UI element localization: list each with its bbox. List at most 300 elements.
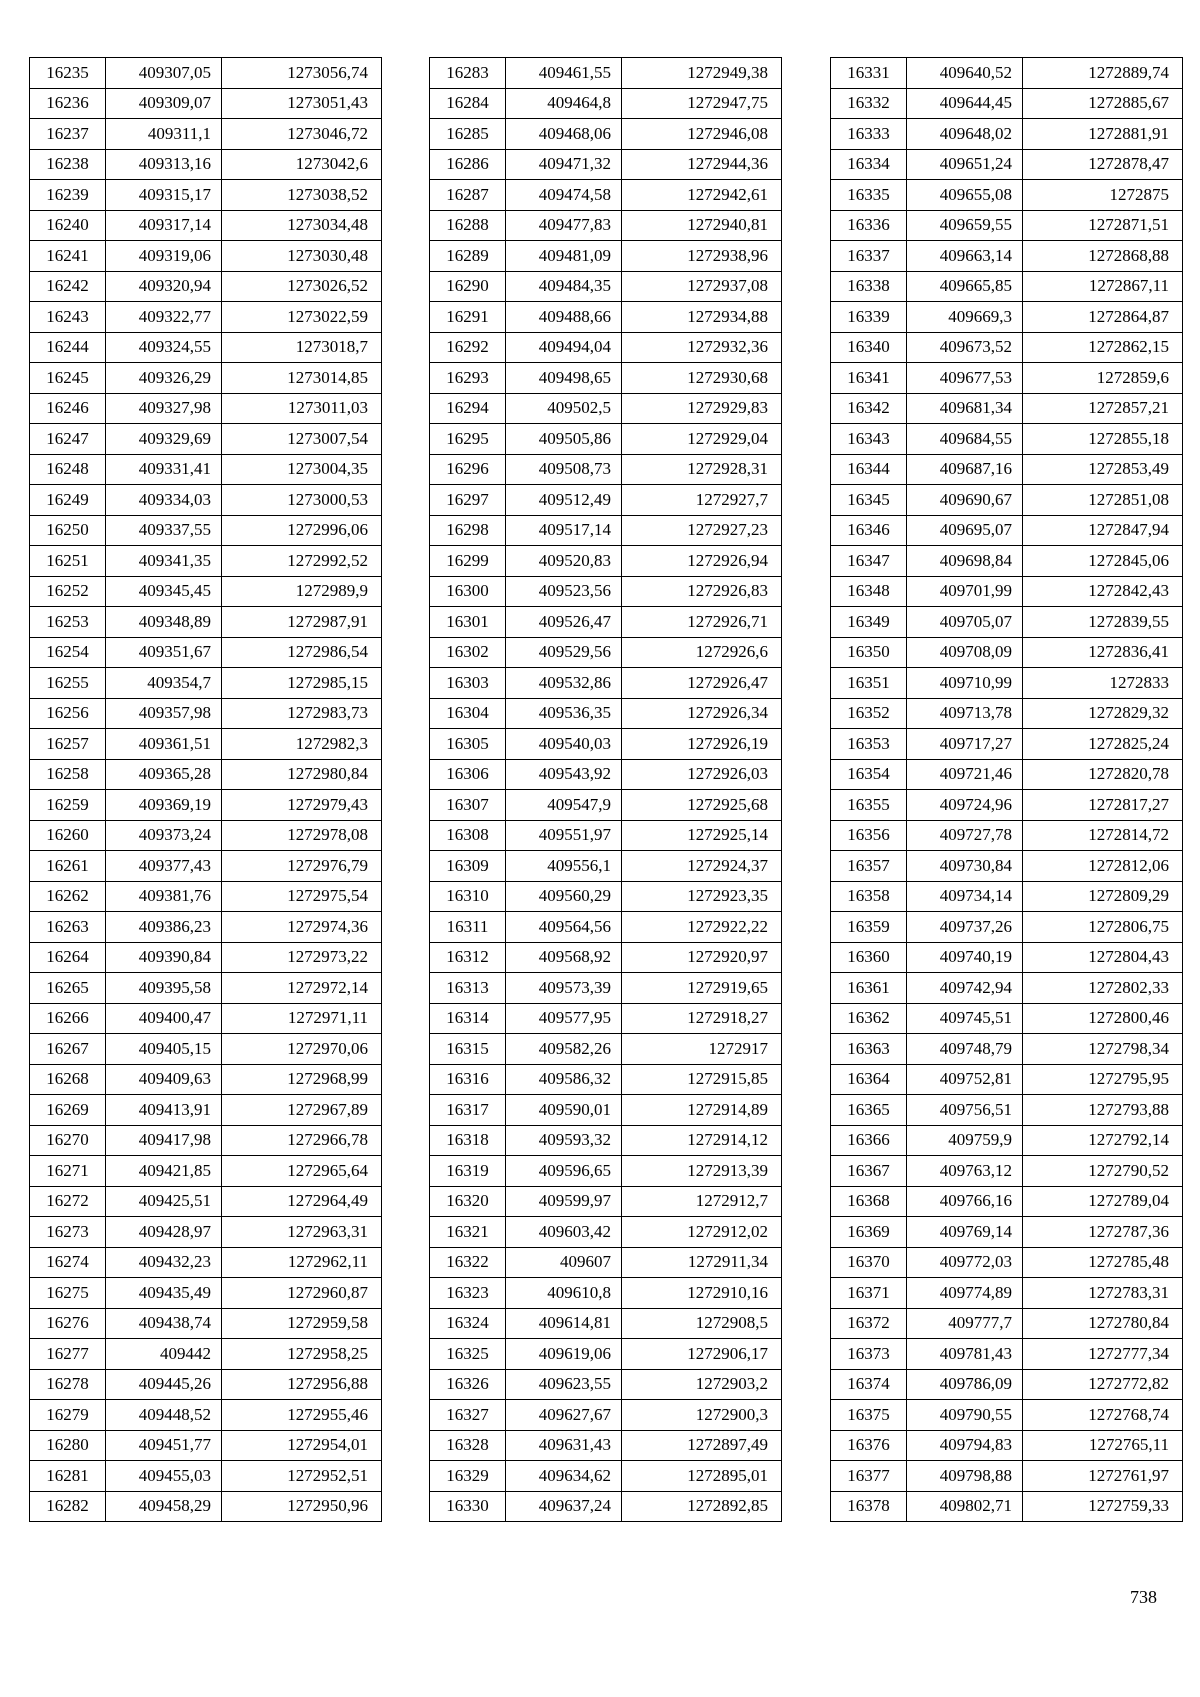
y-coordinate-cell: 1272790,52 [1023,1156,1183,1187]
table-row [430,546,782,577]
point-number-cell: 16253 [30,607,106,638]
point-number-cell: 16263 [30,912,106,943]
x-coordinate-cell: 409334,03 [106,485,222,516]
x-coordinate-cell: 409748,79 [907,1034,1023,1065]
y-coordinate-cell: 1272958,25 [222,1339,382,1370]
table-row [30,454,382,485]
y-coordinate-cell: 1272922,22 [622,912,782,943]
y-coordinate-cell: 1272929,83 [622,393,782,424]
y-coordinate-cell: 1272915,85 [622,1064,782,1095]
x-coordinate-cell: 409377,43 [106,851,222,882]
y-coordinate-cell: 1272862,15 [1023,332,1183,363]
y-coordinate-cell: 1272926,19 [622,729,782,760]
y-coordinate-cell: 1272913,39 [622,1156,782,1187]
y-coordinate-cell: 1272942,61 [622,180,782,211]
y-coordinate-cell: 1272765,11 [1023,1430,1183,1461]
point-number-cell: 16377 [831,1461,907,1492]
y-coordinate-cell: 1272926,94 [622,546,782,577]
x-coordinate-cell: 409309,07 [106,88,222,119]
table-row [831,149,1183,180]
y-coordinate-cell: 1272926,71 [622,607,782,638]
x-coordinate-cell: 409448,52 [106,1400,222,1431]
x-coordinate-cell: 409695,07 [907,515,1023,546]
table-row [831,668,1183,699]
point-number-cell: 16245 [30,363,106,394]
y-coordinate-cell: 1272820,78 [1023,759,1183,790]
table-row [831,302,1183,333]
y-coordinate-cell: 1272885,67 [1023,88,1183,119]
point-number-cell: 16345 [831,485,907,516]
x-coordinate-cell: 409547,9 [506,790,622,821]
point-number-cell: 16252 [30,576,106,607]
table-row [30,1369,382,1400]
point-number-cell: 16343 [831,424,907,455]
point-number-cell: 16302 [430,637,506,668]
x-coordinate-cell: 409610,8 [506,1278,622,1309]
y-coordinate-cell: 1272978,08 [222,820,382,851]
table-row [430,393,782,424]
point-number-cell: 16270 [30,1125,106,1156]
y-coordinate-cell: 1272812,06 [1023,851,1183,882]
point-number-cell: 16240 [30,210,106,241]
y-coordinate-cell: 1273004,35 [222,454,382,485]
x-coordinate-cell: 409373,24 [106,820,222,851]
x-coordinate-cell: 409631,43 [506,1430,622,1461]
table-row [30,363,382,394]
table-row [831,1247,1183,1278]
y-coordinate-cell: 1272845,06 [1023,546,1183,577]
point-number-cell: 16258 [30,759,106,790]
point-number-cell: 16282 [30,1491,106,1522]
x-coordinate-cell: 409322,77 [106,302,222,333]
x-coordinate-cell: 409484,35 [506,271,622,302]
table-row [831,759,1183,790]
table-row [831,119,1183,150]
table-row [430,180,782,211]
y-coordinate-cell: 1272973,22 [222,942,382,973]
x-coordinate-cell: 409721,46 [907,759,1023,790]
y-coordinate-cell: 1272970,06 [222,1034,382,1065]
table-row [30,1156,382,1187]
x-coordinate-cell: 409593,32 [506,1125,622,1156]
point-number-cell: 16362 [831,1003,907,1034]
table-row [831,912,1183,943]
table-row [30,759,382,790]
y-coordinate-cell: 1272836,41 [1023,637,1183,668]
x-coordinate-cell: 409663,14 [907,241,1023,272]
table-row [831,1095,1183,1126]
table-row [831,820,1183,851]
x-coordinate-cell: 409417,98 [106,1125,222,1156]
table-row [831,1186,1183,1217]
y-coordinate-cell: 1272927,7 [622,485,782,516]
point-number-cell: 16287 [430,180,506,211]
point-number-cell: 16309 [430,851,506,882]
y-coordinate-cell: 1272800,46 [1023,1003,1183,1034]
y-coordinate-cell: 1272934,88 [622,302,782,333]
point-number-cell: 16237 [30,119,106,150]
x-coordinate-cell: 409421,85 [106,1156,222,1187]
table-row [30,424,382,455]
point-number-cell: 16361 [831,973,907,1004]
y-coordinate-cell: 1272986,54 [222,637,382,668]
table-row [30,1217,382,1248]
x-coordinate-cell: 409582,26 [506,1034,622,1065]
x-coordinate-cell: 409526,47 [506,607,622,638]
point-number-cell: 16371 [831,1278,907,1309]
table-row [430,759,782,790]
y-coordinate-cell: 1273038,52 [222,180,382,211]
y-coordinate-cell: 1272940,81 [622,210,782,241]
x-coordinate-cell: 409684,55 [907,424,1023,455]
y-coordinate-cell: 1272881,91 [1023,119,1183,150]
table-row [30,241,382,272]
x-coordinate-cell: 409319,06 [106,241,222,272]
table-row [831,1461,1183,1492]
x-coordinate-cell: 409361,51 [106,729,222,760]
y-coordinate-cell: 1272839,55 [1023,607,1183,638]
y-coordinate-cell: 1272857,21 [1023,393,1183,424]
table-row [831,637,1183,668]
x-coordinate-cell: 409577,95 [506,1003,622,1034]
table-row [831,1369,1183,1400]
y-coordinate-cell: 1272924,37 [622,851,782,882]
x-coordinate-cell: 409659,55 [907,210,1023,241]
y-coordinate-cell: 1272929,04 [622,424,782,455]
point-number-cell: 16374 [831,1369,907,1400]
point-number-cell: 16351 [831,668,907,699]
point-number-cell: 16327 [430,1400,506,1431]
y-coordinate-cell: 1272928,31 [622,454,782,485]
y-coordinate-cell: 1272802,33 [1023,973,1183,1004]
y-coordinate-cell: 1272795,95 [1023,1064,1183,1095]
table-row [30,58,382,89]
x-coordinate-cell: 409351,67 [106,637,222,668]
table-row [831,729,1183,760]
x-coordinate-cell: 409734,14 [907,881,1023,912]
y-coordinate-cell: 1272806,75 [1023,912,1183,943]
x-coordinate-cell: 409468,06 [506,119,622,150]
point-number-cell: 16329 [430,1461,506,1492]
table-row [430,332,782,363]
x-coordinate-cell: 409599,97 [506,1186,622,1217]
table-row [30,637,382,668]
point-number-cell: 16247 [30,424,106,455]
point-number-cell: 16271 [30,1156,106,1187]
table-row [430,820,782,851]
x-coordinate-cell: 409614,81 [506,1308,622,1339]
table-row [831,790,1183,821]
point-number-cell: 16376 [831,1430,907,1461]
y-coordinate-cell: 1272927,23 [622,515,782,546]
y-coordinate-cell: 1272814,72 [1023,820,1183,851]
point-number-cell: 16264 [30,942,106,973]
table-row [831,576,1183,607]
x-coordinate-cell: 409520,83 [506,546,622,577]
x-coordinate-cell: 409517,14 [506,515,622,546]
x-coordinate-cell: 409395,58 [106,973,222,1004]
table-row [30,1461,382,1492]
point-number-cell: 16363 [831,1034,907,1065]
y-coordinate-cell: 1272982,3 [222,729,382,760]
table-row [430,241,782,272]
y-coordinate-cell: 1272926,6 [622,637,782,668]
x-coordinate-cell: 409698,84 [907,546,1023,577]
table-row [430,454,782,485]
point-number-cell: 16354 [831,759,907,790]
x-coordinate-cell: 409607 [506,1247,622,1278]
point-number-cell: 16335 [831,180,907,211]
y-coordinate-cell: 1272964,49 [222,1186,382,1217]
table-row [30,88,382,119]
y-coordinate-cell: 1272926,34 [622,698,782,729]
table-row [30,332,382,363]
y-coordinate-cell: 1272847,94 [1023,515,1183,546]
point-number-cell: 16370 [831,1247,907,1278]
x-coordinate-cell: 409386,23 [106,912,222,943]
table-row [30,1339,382,1370]
table-row [430,58,782,89]
point-number-cell: 16325 [430,1339,506,1370]
point-number-cell: 16330 [430,1491,506,1522]
point-number-cell: 16242 [30,271,106,302]
x-coordinate-cell: 409523,56 [506,576,622,607]
y-coordinate-cell: 1272793,88 [1023,1095,1183,1126]
y-coordinate-cell: 1272937,08 [622,271,782,302]
x-coordinate-cell: 409634,62 [506,1461,622,1492]
y-coordinate-cell: 1272918,27 [622,1003,782,1034]
point-number-cell: 16262 [30,881,106,912]
y-coordinate-cell: 1272926,83 [622,576,782,607]
x-coordinate-cell: 409543,92 [506,759,622,790]
table-row [430,729,782,760]
y-coordinate-cell: 1272952,51 [222,1461,382,1492]
table-row [430,973,782,1004]
x-coordinate-cell: 409769,14 [907,1217,1023,1248]
point-number-cell: 16307 [430,790,506,821]
x-coordinate-cell: 409357,98 [106,698,222,729]
table-row [831,942,1183,973]
y-coordinate-cell: 1272963,31 [222,1217,382,1248]
table-row [430,1308,782,1339]
point-number-cell: 16296 [430,454,506,485]
x-coordinate-cell: 409428,97 [106,1217,222,1248]
table-row [430,1125,782,1156]
y-coordinate-cell: 1273034,48 [222,210,382,241]
point-number-cell: 16290 [430,271,506,302]
point-number-cell: 16310 [430,881,506,912]
y-coordinate-cell: 1272968,99 [222,1064,382,1095]
table-row [30,1003,382,1034]
point-number-cell: 16332 [831,88,907,119]
y-coordinate-cell: 1272875 [1023,180,1183,211]
x-coordinate-cell: 409381,76 [106,881,222,912]
point-number-cell: 16284 [430,88,506,119]
y-coordinate-cell: 1272975,54 [222,881,382,912]
point-number-cell: 16369 [831,1217,907,1248]
x-coordinate-cell: 409790,55 [907,1400,1023,1431]
x-coordinate-cell: 409438,74 [106,1308,222,1339]
x-coordinate-cell: 409665,85 [907,271,1023,302]
x-coordinate-cell: 409586,32 [506,1064,622,1095]
y-coordinate-cell: 1272859,6 [1023,363,1183,394]
y-coordinate-cell: 1273056,74 [222,58,382,89]
point-number-cell: 16236 [30,88,106,119]
y-coordinate-cell: 1272923,35 [622,881,782,912]
y-coordinate-cell: 1273014,85 [222,363,382,394]
y-coordinate-cell: 1272829,32 [1023,698,1183,729]
x-coordinate-cell: 409348,89 [106,607,222,638]
point-number-cell: 16331 [831,58,907,89]
table-row [831,1339,1183,1370]
x-coordinate-cell: 409786,09 [907,1369,1023,1400]
table-row [831,58,1183,89]
x-coordinate-cell: 409724,96 [907,790,1023,821]
point-number-cell: 16373 [831,1339,907,1370]
x-coordinate-cell: 409637,24 [506,1491,622,1522]
point-number-cell: 16308 [430,820,506,851]
table-row [430,942,782,973]
point-number-cell: 16318 [430,1125,506,1156]
x-coordinate-cell: 409564,56 [506,912,622,943]
table-row [831,88,1183,119]
x-coordinate-cell: 409717,27 [907,729,1023,760]
table-row [30,1095,382,1126]
table-row [831,851,1183,882]
x-coordinate-cell: 409324,55 [106,332,222,363]
table-row [30,1308,382,1339]
x-coordinate-cell: 409451,77 [106,1430,222,1461]
point-number-cell: 16238 [30,149,106,180]
y-coordinate-cell: 1272889,74 [1023,58,1183,89]
y-coordinate-cell: 1272967,89 [222,1095,382,1126]
point-number-cell: 16248 [30,454,106,485]
coordinate-table-3 [830,57,1183,1522]
y-coordinate-cell: 1272761,97 [1023,1461,1183,1492]
y-coordinate-cell: 1272965,64 [222,1156,382,1187]
y-coordinate-cell: 1272914,12 [622,1125,782,1156]
y-coordinate-cell: 1273011,03 [222,393,382,424]
point-number-cell: 16266 [30,1003,106,1034]
x-coordinate-cell: 409435,49 [106,1278,222,1309]
point-number-cell: 16269 [30,1095,106,1126]
y-coordinate-cell: 1273007,54 [222,424,382,455]
table-row [30,942,382,973]
y-coordinate-cell: 1272817,27 [1023,790,1183,821]
table-row [430,1003,782,1034]
y-coordinate-cell: 1272962,11 [222,1247,382,1278]
table-row [831,546,1183,577]
x-coordinate-cell: 409464,8 [506,88,622,119]
y-coordinate-cell: 1272892,85 [622,1491,782,1522]
point-number-cell: 16317 [430,1095,506,1126]
y-coordinate-cell: 1272910,16 [622,1278,782,1309]
point-number-cell: 16346 [831,515,907,546]
y-coordinate-cell: 1272912,7 [622,1186,782,1217]
y-coordinate-cell: 1272932,36 [622,332,782,363]
table-row [831,424,1183,455]
point-number-cell: 16358 [831,881,907,912]
point-number-cell: 16235 [30,58,106,89]
point-number-cell: 16356 [831,820,907,851]
point-number-cell: 16315 [430,1034,506,1065]
table-row [30,912,382,943]
x-coordinate-cell: 409798,88 [907,1461,1023,1492]
y-coordinate-cell: 1273042,6 [222,149,382,180]
table-row [430,1339,782,1370]
x-coordinate-cell: 409326,29 [106,363,222,394]
point-number-cell: 16353 [831,729,907,760]
x-coordinate-cell: 409623,55 [506,1369,622,1400]
table-row [430,1430,782,1461]
point-number-cell: 16342 [831,393,907,424]
x-coordinate-cell: 409477,83 [506,210,622,241]
table-row [430,576,782,607]
table-row [831,210,1183,241]
table-row [430,149,782,180]
point-number-cell: 16261 [30,851,106,882]
x-coordinate-cell: 409390,84 [106,942,222,973]
point-number-cell: 16243 [30,302,106,333]
table-row [430,1491,782,1522]
point-number-cell: 16323 [430,1278,506,1309]
x-coordinate-cell: 409369,19 [106,790,222,821]
table-row [430,119,782,150]
y-coordinate-cell: 1272930,68 [622,363,782,394]
table-row [831,1308,1183,1339]
y-coordinate-cell: 1272871,51 [1023,210,1183,241]
x-coordinate-cell: 409532,86 [506,668,622,699]
x-coordinate-cell: 409627,67 [506,1400,622,1431]
y-coordinate-cell: 1272960,87 [222,1278,382,1309]
table-row [30,698,382,729]
point-number-cell: 16349 [831,607,907,638]
point-number-cell: 16277 [30,1339,106,1370]
point-number-cell: 16324 [430,1308,506,1339]
table-row [831,1003,1183,1034]
point-number-cell: 16278 [30,1369,106,1400]
point-number-cell: 16291 [430,302,506,333]
y-coordinate-cell: 1272772,82 [1023,1369,1183,1400]
table-row [831,241,1183,272]
x-coordinate-cell: 409488,66 [506,302,622,333]
y-coordinate-cell: 1273026,52 [222,271,382,302]
x-coordinate-cell: 409320,94 [106,271,222,302]
y-coordinate-cell: 1273046,72 [222,119,382,150]
table-row [430,1095,782,1126]
table-row [430,881,782,912]
table-row [831,1278,1183,1309]
table-row [430,1186,782,1217]
table-row [430,698,782,729]
y-coordinate-cell: 1273000,53 [222,485,382,516]
point-number-cell: 16256 [30,698,106,729]
y-coordinate-cell: 1272989,9 [222,576,382,607]
y-coordinate-cell: 1272906,17 [622,1339,782,1370]
point-number-cell: 16272 [30,1186,106,1217]
table-row [30,271,382,302]
x-coordinate-cell: 409794,83 [907,1430,1023,1461]
x-coordinate-cell: 409502,5 [506,393,622,424]
y-coordinate-cell: 1272925,68 [622,790,782,821]
y-coordinate-cell: 1272946,08 [622,119,782,150]
point-number-cell: 16298 [430,515,506,546]
y-coordinate-cell: 1273022,59 [222,302,382,333]
y-coordinate-cell: 1272777,34 [1023,1339,1183,1370]
y-coordinate-cell: 1272780,84 [1023,1308,1183,1339]
table-row [831,363,1183,394]
x-coordinate-cell: 409640,52 [907,58,1023,89]
